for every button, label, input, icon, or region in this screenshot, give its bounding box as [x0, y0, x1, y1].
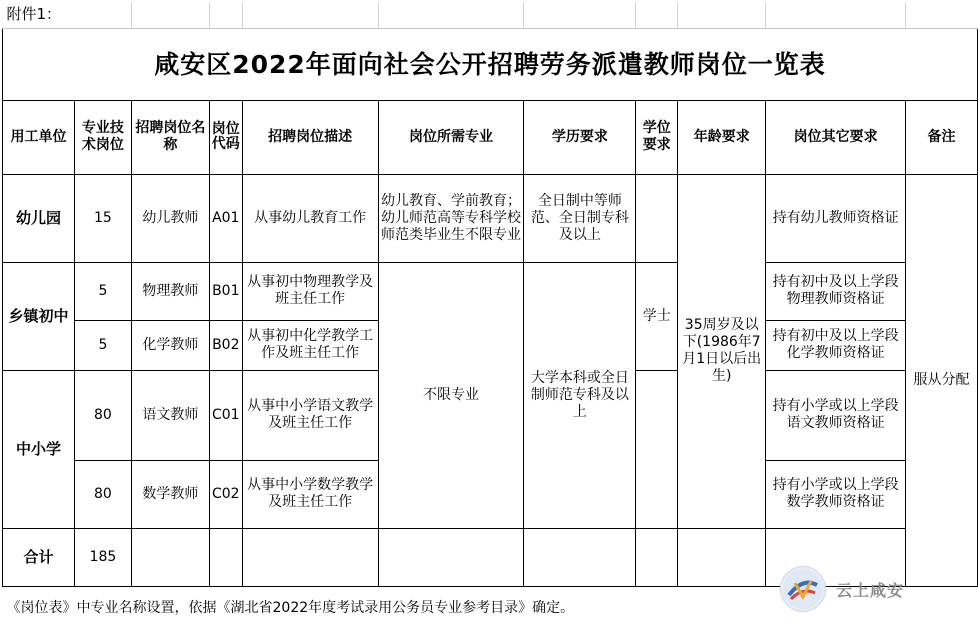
other-cell: 持有初中及以上学段物理教师资格证	[766, 262, 906, 320]
post-cell: 数学教师	[131, 460, 209, 528]
header-description: 招聘岗位描述	[242, 100, 378, 174]
post-cell: 语文教师	[131, 370, 209, 460]
code-cell: A01	[209, 174, 242, 262]
post-cell: 物理教师	[131, 262, 209, 320]
recruitment-table	[2, 2, 978, 630]
count-cell: 80	[74, 460, 131, 528]
table-row	[3, 174, 978, 262]
degree-cell: 学士	[636, 262, 678, 370]
employer-cell: 中小学	[3, 370, 75, 528]
header-employer: 用工单位	[3, 100, 75, 174]
header-degree: 学位要求	[636, 100, 678, 174]
education-cell: 大学本科或全日制师范专科及以上	[524, 262, 636, 528]
count-cell: 5	[74, 262, 131, 320]
other-cell: 持有初中及以上学段化学教师资格证	[766, 320, 906, 370]
count-cell: 5	[74, 320, 131, 370]
watermark-text: 云上咸安	[836, 581, 905, 600]
header-remark: 备注	[906, 100, 978, 174]
other-cell: 持有幼儿教师资格证	[766, 174, 906, 262]
description-cell: 从事中小学数学教学及班主任工作	[242, 460, 378, 528]
count-cell: 15	[74, 174, 131, 262]
employer-cell: 乡镇初中	[3, 262, 75, 370]
header-tech-posts: 专业技术岗位	[74, 100, 131, 174]
page-title: 咸安区2022年面向社会公开招聘劳务派遣教师岗位一览表	[3, 28, 978, 100]
header-post-name: 招聘岗位名称	[131, 100, 209, 174]
major-cell: 幼儿教育、学前教育；幼儿师范高等专科学校师范类毕业生不限专业	[378, 174, 524, 262]
attachment-label: 附件1：	[3, 2, 132, 28]
code-cell: B01	[209, 262, 242, 320]
header-post-code: 岗位代码	[209, 100, 242, 174]
total-count: 185	[74, 528, 131, 586]
header-other: 岗位其它要求	[766, 100, 906, 174]
post-cell: 幼儿教师	[131, 174, 209, 262]
table-row	[3, 262, 978, 320]
header-education: 学历要求	[524, 100, 636, 174]
other-cell: 持有小学或以上学段语文教师资格证	[766, 370, 906, 460]
education-cell: 全日制中等师范、全日制专科及以上	[524, 174, 636, 262]
watermark	[780, 566, 930, 610]
employer-cell: 幼儿园	[3, 174, 75, 262]
description-cell: 从事幼儿教育工作	[242, 174, 378, 262]
code-cell: B02	[209, 320, 242, 370]
description-cell: 从事初中化学教学工作及班主任工作	[242, 320, 378, 370]
attachment-row	[3, 2, 978, 28]
degree-cell-empty	[636, 370, 678, 528]
description-cell: 从事初中物理教学及班主任工作	[242, 262, 378, 320]
table-header	[3, 100, 978, 174]
count-cell: 80	[74, 370, 131, 460]
code-cell: C02	[209, 460, 242, 528]
header-major: 岗位所需专业	[378, 100, 524, 174]
footnote: 《岗位表》中专业名称设置，依据《湖北省2022年度考试录用公务员专业参考目录》确定。	[6, 599, 575, 616]
total-label: 合计	[3, 528, 75, 586]
degree-cell-empty	[636, 174, 678, 262]
code-cell: C01	[209, 370, 242, 460]
header-age: 年龄要求	[678, 100, 766, 174]
description-cell: 从事中小学语文教学及班主任工作	[242, 370, 378, 460]
other-cell: 持有小学或以上学段数学教师资格证	[766, 460, 906, 528]
remark-cell: 服从分配	[906, 174, 978, 586]
age-cell: 35周岁及以下(1986年7月1日以后出生)	[678, 174, 766, 528]
major-cell: 不限专业	[378, 262, 524, 528]
xianan-cloud-logo-icon	[780, 566, 826, 612]
post-cell: 化学教师	[131, 320, 209, 370]
